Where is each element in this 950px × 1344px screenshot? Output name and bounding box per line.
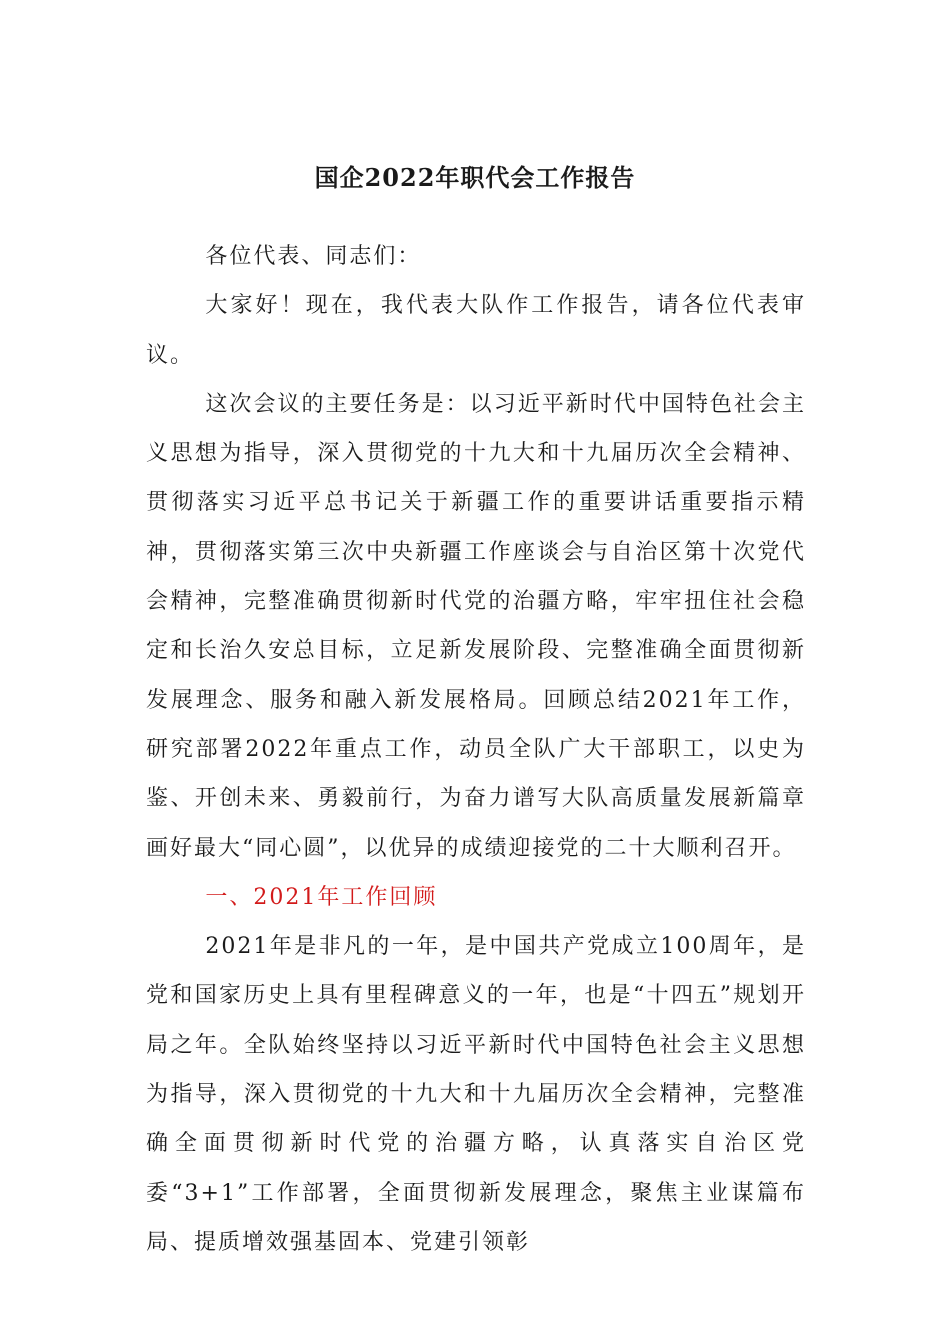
greeting-paragraph: 各位代表、同志们：	[205, 244, 422, 269]
body-paragraph: 2021年是非凡的一年，是中国共产党成立100周年，是党和国家历史上具有里程碑意义的一年，也是“十四五”规划开局之年。全队始终坚持以习近平新时代中国特色社会主义思想为指导，深入贯彻党的十九大和十九届历次全会精神，完整准确全面贯彻新时代党的治疆方略，认真落实自治区党委“3+1”工作部署，全面贯彻新发展理念，聚焦主业谋篇布局、提质增效强基固本、党建引领彰	[146, 934, 806, 1255]
body-paragraph: 大家好！现在，我代表大队作工作报告，请各位代表审议。	[146, 293, 806, 368]
document-body	[146, 232, 806, 1267]
body-paragraph: 这次会议的主要任务是：以习近平新时代中国特色社会主义思想为指导，深入贯彻党的十九大和十九届历次全会精神、贯彻落实习近平总书记关于新疆工作的重要讲话重要指示精神，贯彻落实第三次中央新疆工作座谈会与自治区第十次党代会精神，完整准确贯彻新时代党的治疆方略，牢牢扭住社会稳定和长治久安总目标，立足新发展阶段、完整准确全面贯彻新发展理念、服务和融入新发展格局。回顾总结2021年工作，研究部署2022年重点工作，动员全队广大干部职工，以史为鉴、开创未来、勇毅前行，为奋力谱写大队高质量发展新篇章画好最大“同心圆”，以优异的成绩迎接党的二十大顺利召开。	[146, 391, 806, 861]
document-title: 国企2022年职代会工作报告	[314, 163, 636, 192]
section-heading: 一、2021年工作回顾	[205, 884, 438, 910]
